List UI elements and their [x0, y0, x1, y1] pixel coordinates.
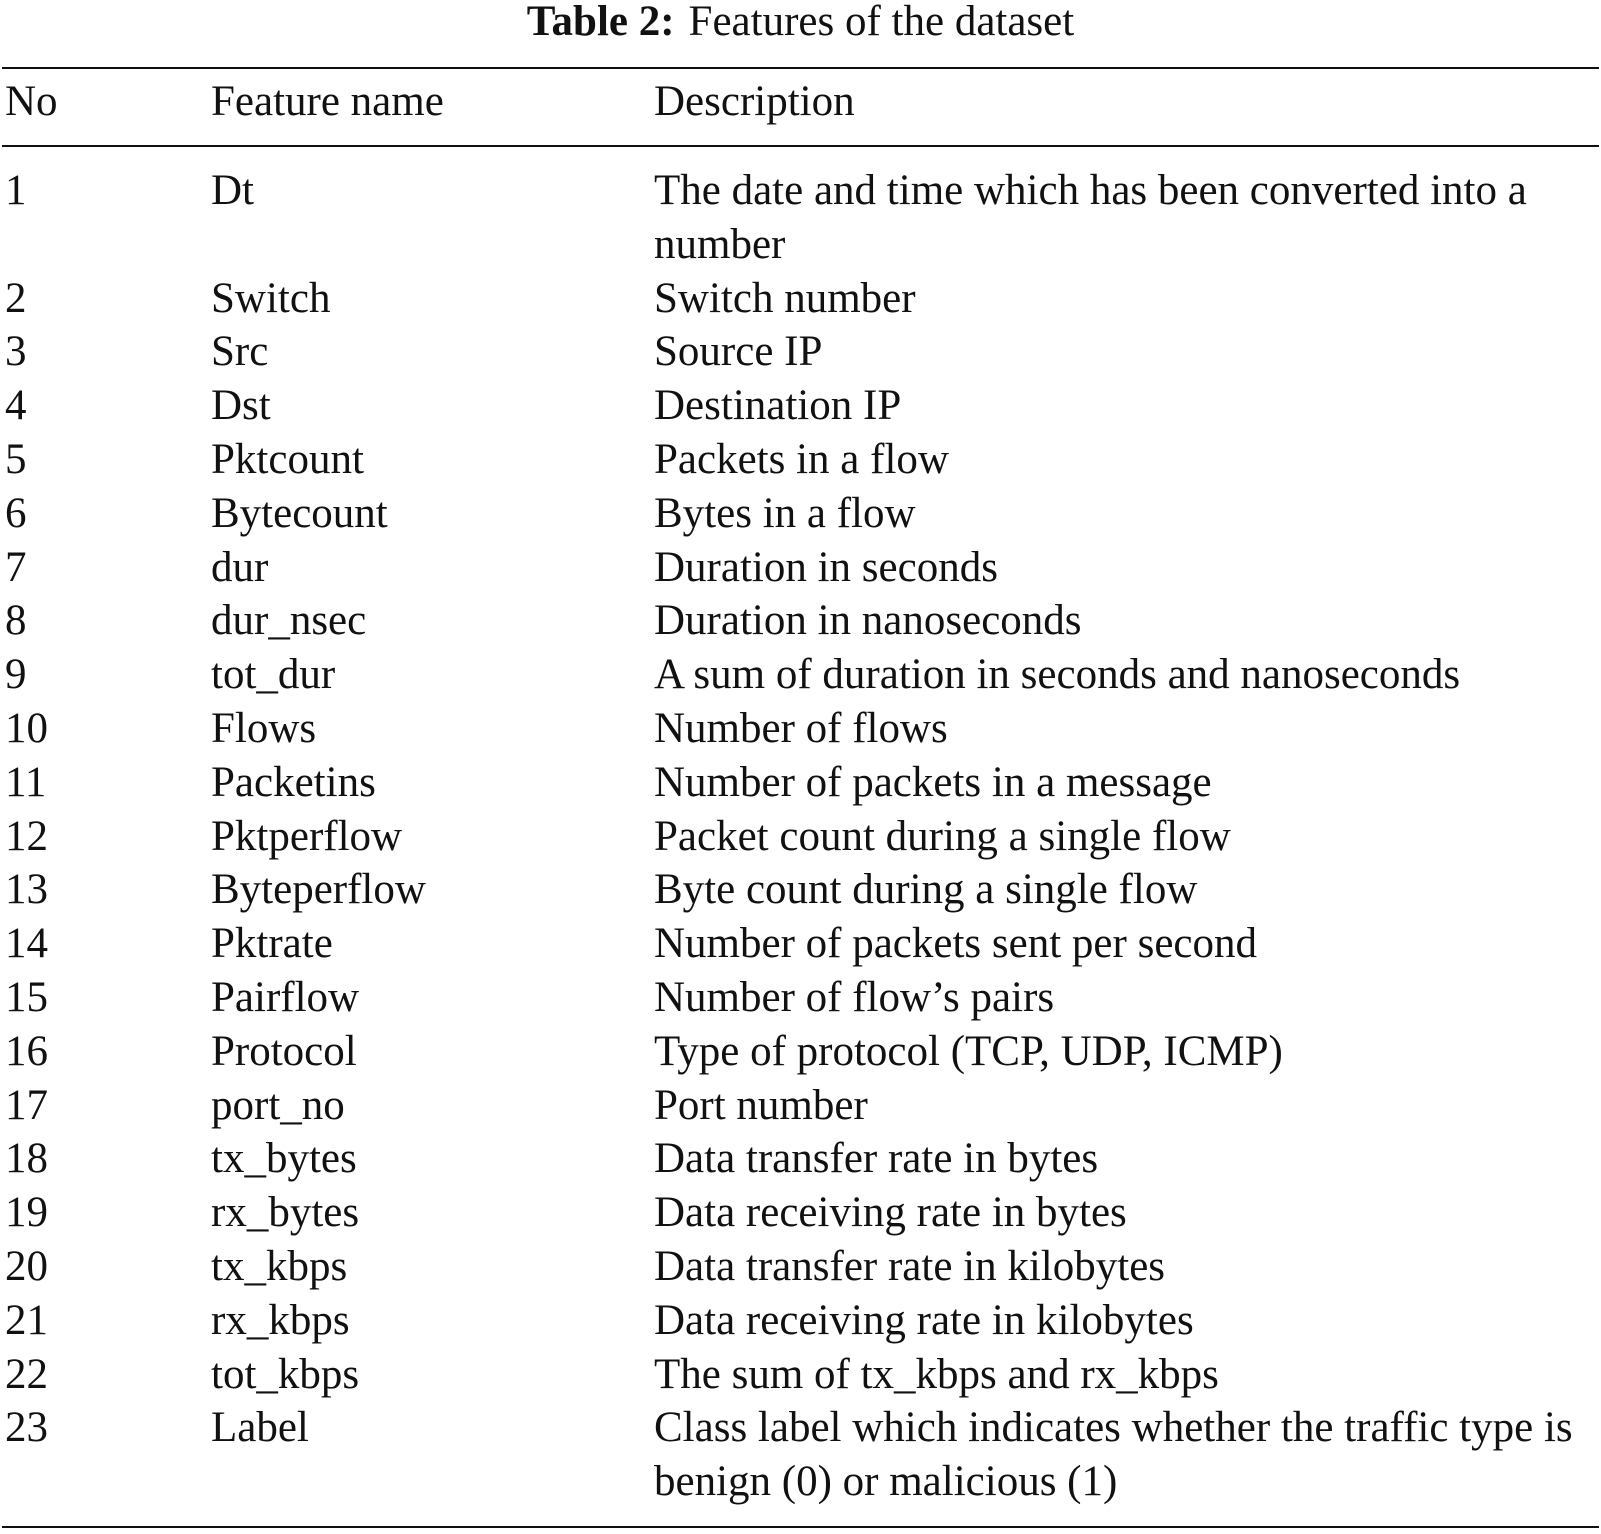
cell-no: 10 — [5, 704, 48, 752]
cell-description: Byte count during a single flow — [654, 866, 1198, 914]
cell-feature-name: tot_kbps — [211, 1350, 360, 1398]
cell-feature-name: port_no — [211, 1081, 345, 1129]
cell-no: 13 — [5, 866, 48, 914]
table-row — [0, 1240, 1601, 1294]
cell-feature-name: Pktcount — [211, 435, 364, 483]
cell-feature-name: Bytecount — [211, 489, 388, 537]
cell-feature-name: tot_dur — [211, 651, 336, 699]
cell-feature-name: Pairflow — [211, 973, 360, 1021]
cell-description: Data transfer rate in kilobytes — [654, 1242, 1166, 1290]
cell-no: 11 — [5, 758, 47, 806]
table-row — [0, 1025, 1601, 1079]
cell-feature-name: Pktperflow — [211, 812, 403, 860]
table-row — [0, 379, 1601, 433]
table-caption-text: Features of the dataset — [688, 0, 1075, 45]
cell-description: Number of packets in a message — [654, 758, 1212, 806]
cell-no: 14 — [5, 920, 48, 968]
table-row — [0, 756, 1601, 810]
cell-no: 20 — [5, 1242, 48, 1290]
header-no: No — [5, 78, 58, 125]
table-body — [0, 164, 1601, 1509]
cell-description: Source IP — [654, 328, 823, 376]
header-feature-name: Feature name — [211, 78, 444, 125]
cell-description: Destination IP — [654, 382, 902, 430]
cell-description: Port number — [654, 1081, 868, 1129]
cell-description: Type of protocol (TCP, UDP, ICMP) — [654, 1027, 1283, 1075]
cell-no: 19 — [5, 1189, 48, 1237]
cell-description: Class label which indicates whether the traffic type is benign (0) or malicious (1) — [654, 1404, 1573, 1506]
cell-feature-name: dur — [211, 543, 269, 591]
cell-feature-name: tx_kbps — [211, 1242, 348, 1290]
cell-feature-name: Packetins — [211, 758, 376, 806]
table-caption-label: Table 2: — [526, 0, 675, 45]
cell-feature-name: rx_kbps — [211, 1296, 350, 1344]
table-header-row — [0, 80, 1601, 130]
cell-description: Data receiving rate in bytes — [654, 1189, 1127, 1237]
table-row — [0, 1348, 1601, 1402]
table-caption — [0, 0, 1601, 43]
cell-no: 18 — [5, 1135, 48, 1183]
cell-no: 7 — [5, 543, 27, 591]
cell-no: 3 — [5, 328, 27, 376]
table-bottom-rule — [2, 1526, 1599, 1528]
table-row — [0, 325, 1601, 379]
cell-description: The date and time which has been converted into a number — [654, 167, 1527, 268]
cell-no: 2 — [5, 274, 27, 322]
cell-description: Data transfer rate in bytes — [654, 1135, 1099, 1183]
table-row — [0, 917, 1601, 971]
cell-description: The sum of tx_kbps and rx_kbps — [654, 1350, 1219, 1398]
cell-description: Number of flow’s pairs — [654, 973, 1055, 1021]
table-row — [0, 541, 1601, 595]
cell-description: Duration in seconds — [654, 543, 998, 591]
cell-no: 23 — [5, 1404, 48, 1452]
cell-no: 15 — [5, 973, 48, 1021]
table-header-rule — [2, 145, 1599, 147]
table-row — [0, 971, 1601, 1025]
cell-feature-name: Flows — [211, 704, 317, 752]
cell-description: Data receiving rate in kilobytes — [654, 1296, 1194, 1344]
table-row — [0, 272, 1601, 326]
cell-feature-name: Dt — [211, 167, 254, 214]
cell-no: 21 — [5, 1296, 48, 1344]
cell-no: 12 — [5, 812, 48, 860]
header-description: Description — [654, 78, 855, 125]
table-row — [0, 594, 1601, 648]
table-row — [0, 1132, 1601, 1186]
table-row — [0, 487, 1601, 541]
cell-feature-name: tx_bytes — [211, 1135, 357, 1183]
table-row — [0, 863, 1601, 917]
table-top-rule — [2, 67, 1599, 69]
cell-feature-name: Dst — [211, 382, 271, 430]
cell-no: 22 — [5, 1350, 48, 1398]
cell-no: 4 — [5, 382, 27, 430]
cell-feature-name: Protocol — [211, 1027, 357, 1075]
cell-description: Duration in nanoseconds — [654, 597, 1082, 645]
table-row — [0, 1079, 1601, 1133]
cell-description: Packets in a flow — [654, 435, 949, 483]
table-row — [0, 702, 1601, 756]
cell-description: Packet count during a single flow — [654, 812, 1231, 860]
cell-no: 6 — [5, 489, 27, 537]
cell-feature-name: rx_bytes — [211, 1189, 360, 1237]
cell-description: Number of packets sent per second — [654, 920, 1257, 968]
cell-description: Number of flows — [654, 704, 948, 752]
cell-no: 9 — [5, 651, 27, 699]
cell-no: 5 — [5, 435, 27, 483]
table-row — [0, 810, 1601, 864]
cell-feature-name: Switch — [211, 274, 331, 322]
cell-feature-name: Label — [211, 1404, 309, 1452]
cell-feature-name: Src — [211, 328, 269, 376]
cell-feature-name: Pktrate — [211, 920, 333, 968]
table-row — [0, 1401, 1601, 1509]
table-row — [0, 1186, 1601, 1240]
table-row — [0, 648, 1601, 702]
cell-description: Switch number — [654, 274, 916, 322]
cell-feature-name: dur_nsec — [211, 597, 367, 645]
table-row — [0, 1294, 1601, 1348]
table-row — [0, 164, 1601, 272]
cell-no: 8 — [5, 597, 27, 645]
table-row — [0, 433, 1601, 487]
cell-no: 16 — [5, 1027, 48, 1075]
cell-description: A sum of duration in seconds and nanoseconds — [654, 651, 1461, 699]
cell-no: 17 — [5, 1081, 48, 1129]
cell-no: 1 — [5, 167, 27, 214]
cell-description: Bytes in a flow — [654, 489, 916, 537]
cell-feature-name: Byteperflow — [211, 866, 426, 914]
